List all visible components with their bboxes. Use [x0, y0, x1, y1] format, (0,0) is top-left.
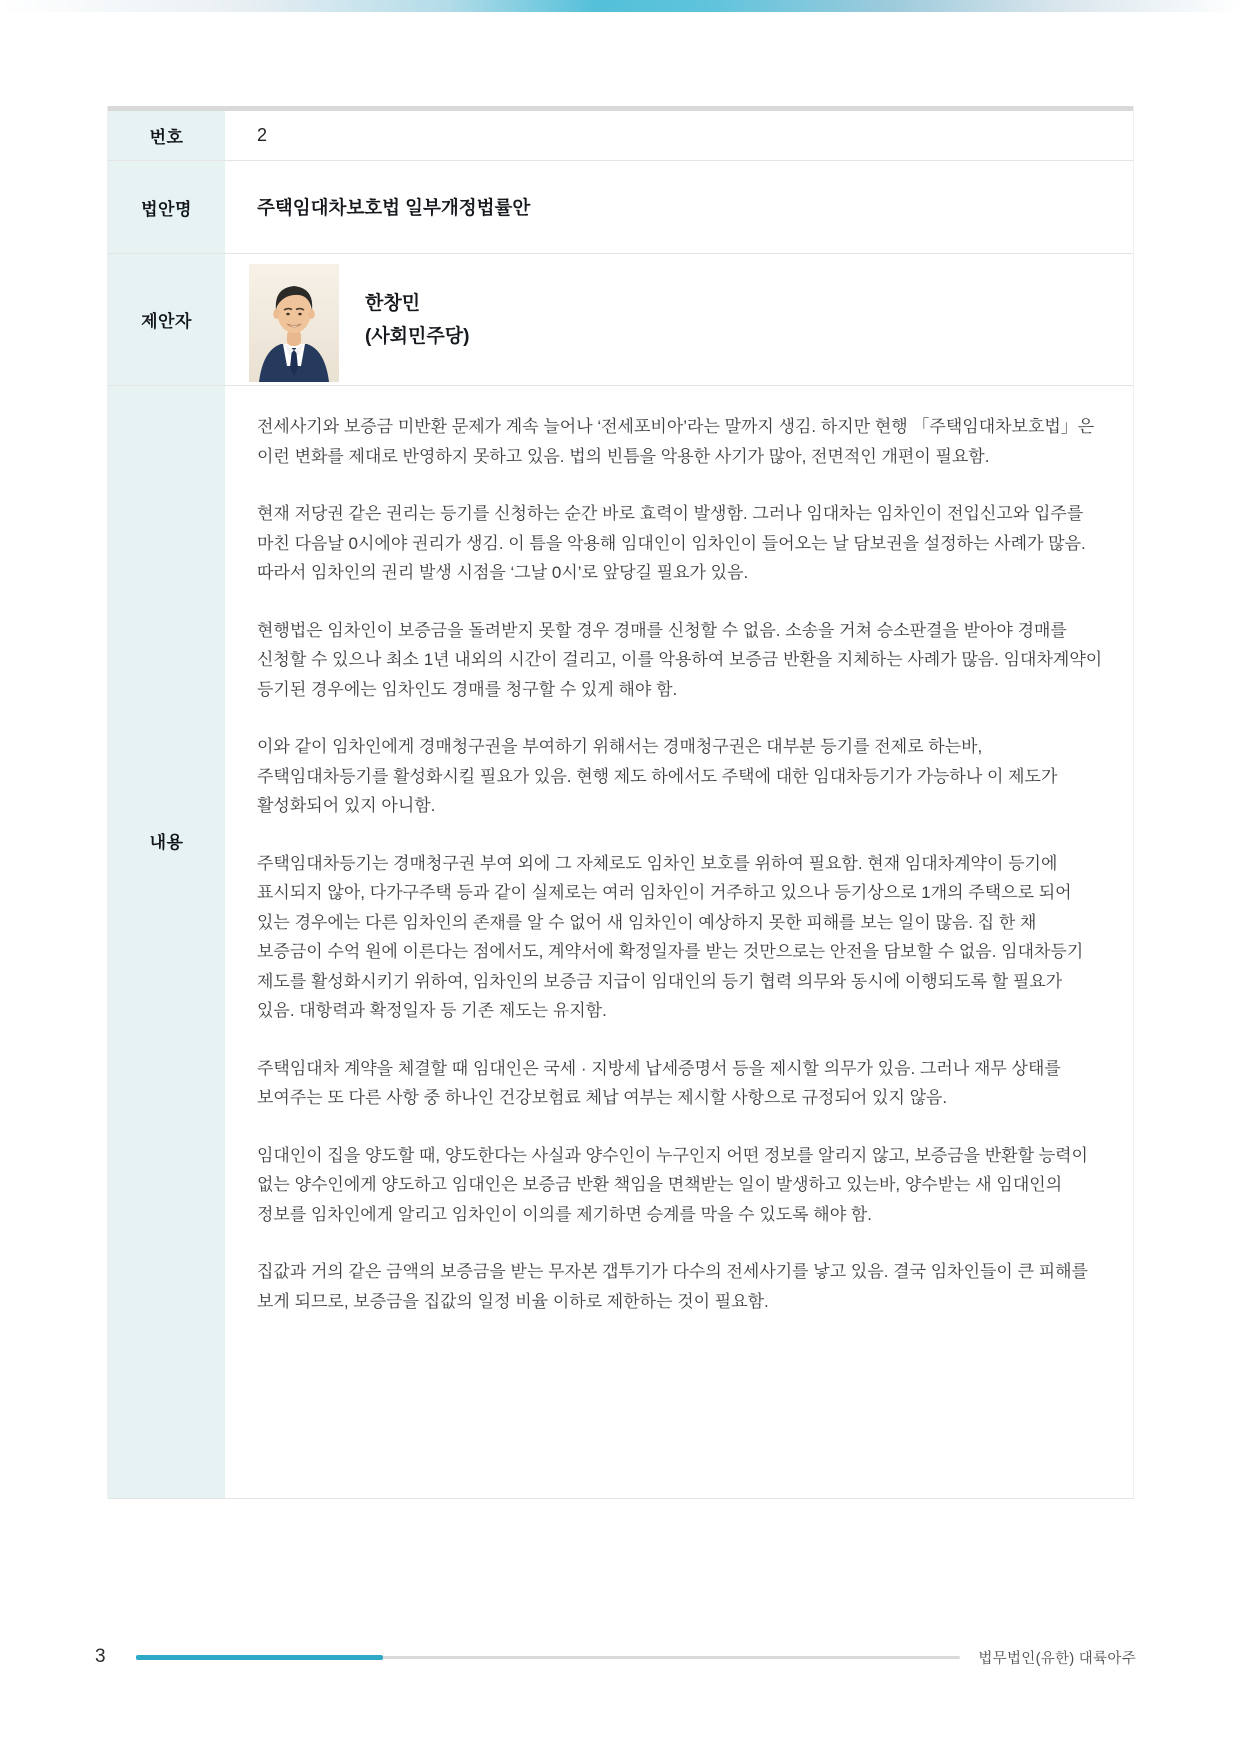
table-row-content	[108, 386, 1133, 1499]
content-paragraph: 임대인이 집을 양도할 때, 양도한다는 사실과 양수인이 누구인지 어떤 정보를 알리지 않고, 보증금을 반환할 능력이 없는 양수인에게 양도하고 임대인은 보증금 반환 책임을 면책받는 일이 발생하고 있는바, 양수받는 새 임대인의 정보를 임차인에게 알리고 임차인이 이의를 제기하면 승계를 막을 수 있도록 해야 함.	[257, 1145, 1088, 1224]
content-paragraph: 현행법은 임차인이 보증금을 돌려받지 못할 경우 경매를 신청할 수 없음. 소송을 거쳐 승소판결을 받아야 경매를 신청할 수 있으나 최소 1년 내외의 시간이 걸리고, 이를 악용하여 보증금 반환을 지체하는 사례가 많음. 임대차계약이 등기된 경우에는 임차인도 경매를 청구할 수 있게 해야 함.	[257, 620, 1103, 699]
page-footer	[95, 1645, 1136, 1669]
proposer-name-block	[365, 287, 469, 353]
content-paragraph: 현재 저당권 같은 권리는 등기를 신청하는 순간 바로 효력이 발생함. 그러나 임대차는 임차인이 전입신고와 입주를 마친 다음날 0시에야 권리가 생김. 이 틈을 악용해 임대인이 임차인이 들어오는 날 담보권을 설정하는 사례가 많음. 따라서 임차인의 권리 발생 시점을 ‘그날 0시’로 앞당길 필요가 있음.	[257, 504, 1086, 582]
bill-number-value: 2	[227, 111, 1133, 160]
bill-name-value: 주택임대차보호법 일부개정법률안	[227, 161, 1133, 253]
proposer-portrait-icon	[249, 264, 339, 382]
row-label-bill-name: 법안명	[108, 161, 227, 253]
footer-firm-name: 법무법인(유한) 대륙아주	[978, 1650, 1136, 1667]
table-row-bill-name	[108, 161, 1133, 254]
content-paragraph: 이와 같이 임차인에게 경매청구권을 부여하기 위해서는 경매청구권은 대부분 등기를 전제로 하는바, 주택임대차등기를 활성화시킬 필요가 있음. 현행 제도 하에서도 주택에 대한 임대차등기가 가능하나 이 제도가 활성화되어 있지 아니함.	[257, 737, 1058, 815]
row-label-proposer: 제안자	[108, 254, 227, 385]
content-paragraph: 주택임대차 계약을 체결할 때 임대인은 국세 · 지방세 납세증명서 등을 제시할 의무가 있음. 그러나 재무 상태를 보여주는 또 다른 사항 중 하나인 건강보험료 체납 여부는 제시할 사항으로 규정되어 있지 않음.	[257, 1058, 1061, 1107]
row-label-content: 내용	[108, 386, 227, 1498]
top-accent-bar	[0, 0, 1241, 12]
proposer-name: 한창민	[365, 292, 421, 314]
table-row-number	[108, 111, 1133, 161]
footer-divider-line	[136, 1656, 961, 1659]
proposer-photo	[249, 264, 339, 382]
content-paragraph: 집값과 거의 같은 금액의 보증금을 받는 무자본 갭투기가 다수의 전세사기를 낳고 있음. 결국 임차인들이 큰 피해를 보게 되므로, 보증금을 집값의 일정 비율 이하로 제한하는 것이 필요함.	[257, 1262, 1088, 1311]
content-paragraph: 전세사기와 보증금 미반환 문제가 계속 늘어나 ‘전세포비아’라는 말까지 생김. 하지만 현행 「주택임대차보호법」은 이런 변화를 제대로 반영하지 못하고 있음. 법의 빈틈을 악용한 사기가 많아, 전면적인 개편이 필요함.	[257, 417, 1095, 466]
page-number: 3	[95, 1646, 106, 1667]
footer-divider-accent	[136, 1655, 383, 1660]
content-paragraph: 주택임대차등기는 경매청구권 부여 외에 그 자체로도 임차인 보호를 위하여 필요함. 현재 임대차계약이 등기에 표시되지 않아, 다가구주택 등과 같이 실제로는 여러 임차인이 거주하고 있으나 등기상으로 1개의 주택으로 되어 있는 경우에는 다른 임차인의 존재를 알 수 없어 새 임차인이 예상하지 못한 피해를 보는 일이 많음. 집 한 채 보증금이 수억 원에 이른다는 점에서도, 계약서에 확정일자를 받는 것만으로는 안전을 담보할 수 없음. 임대차등기 제도를 활성화시키기 위하여, 임차인의 보증금 지급이 임대인의 등기 협력 의무와 동시에 이행되도록 할 필요가 있음. 대항력과 확정일자 등 기존 제도는 유지함.	[257, 853, 1084, 1020]
proposer-party: (사회민주당)	[365, 325, 470, 347]
bill-info-table	[107, 106, 1134, 1499]
bill-content-text	[227, 386, 1133, 1498]
table-row-proposer	[108, 254, 1133, 386]
proposer-cell	[227, 254, 1133, 385]
row-label-number: 번호	[108, 111, 227, 160]
